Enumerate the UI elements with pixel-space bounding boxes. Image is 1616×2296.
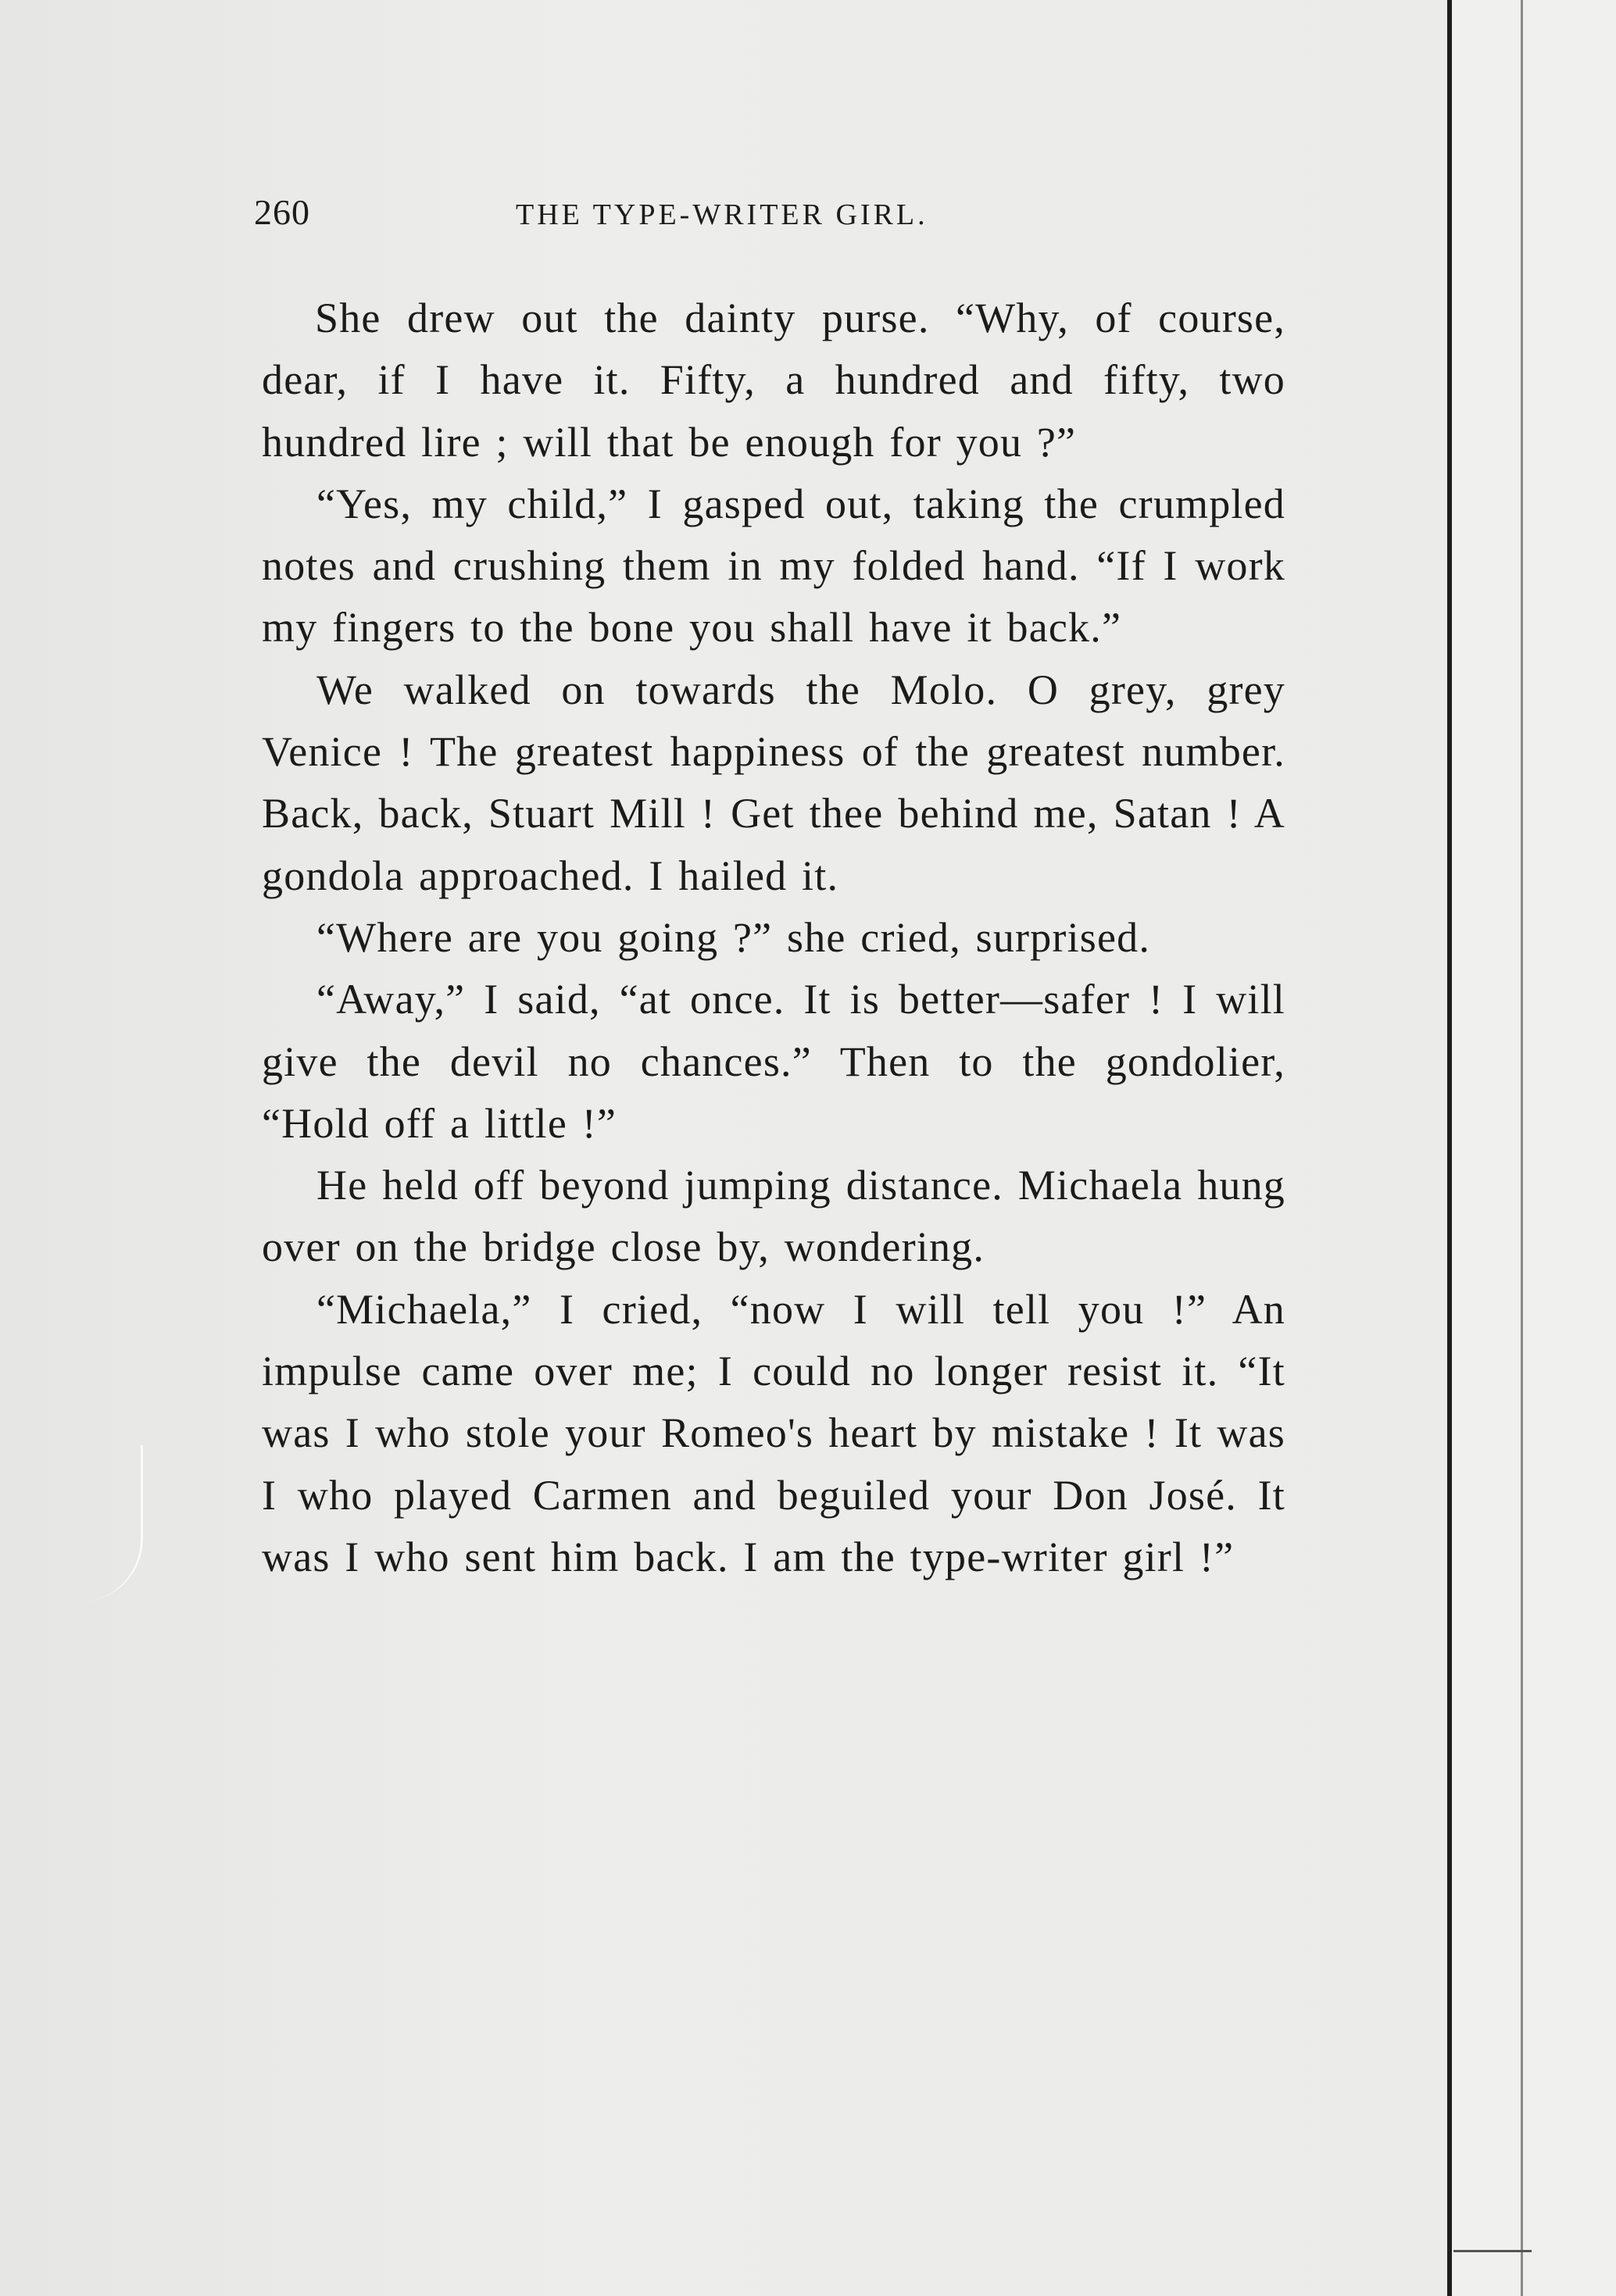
adjacent-page [1452, 0, 1616, 2296]
paragraph: “Where are you going ?” she cried, surprised. [316, 913, 1151, 961]
paragraph: “Michaela,” I cried, “now I will tell you !” An impulse came over me; I could no longer resist it. “It was I who stole your Romeo's heart by mistake ! It was I who played Carmen and beguiled your Don José. It was I who sent him back. I am the type-writer girl !” [262, 1285, 1285, 1580]
page-header [254, 191, 1035, 238]
paragraph: “Away,” I said, “at once. It is better—safer ! I will give the devil no chances.” Then to the gondolier, “Hold off a little !” [262, 976, 1285, 1147]
adjacent-page-edge [1521, 0, 1523, 2296]
body-text [262, 287, 1285, 1588]
paragraph: We walked on towards the Molo. O grey, grey Venice ! The greatest happiness of the greatest number. Back, back, Stuart Mill ! Get thee behind me, Satan ! A gondola approached. I hailed it. [262, 666, 1285, 899]
paragraph: She drew out the dainty purse. “Why, of course, dear, if I have it. Fifty, a hundred and fifty, two hundred lire ; will that be enough for you ?” [262, 295, 1285, 466]
page-number: 260 [254, 192, 310, 232]
page-stain [47, 1445, 143, 1601]
scan-artifact [1453, 2250, 1532, 2252]
running-title: THE TYPE-WRITER GIRL. [516, 198, 928, 231]
paragraph: He held off beyond jumping distance. Michaela hung over on the bridge close by, wondering. [262, 1162, 1285, 1271]
paragraph: “Yes, my child,” I gasped out, taking the crumpled notes and crushing them in my folded hand. “If I work my fingers to the bone you shall have it back.” [262, 480, 1285, 652]
